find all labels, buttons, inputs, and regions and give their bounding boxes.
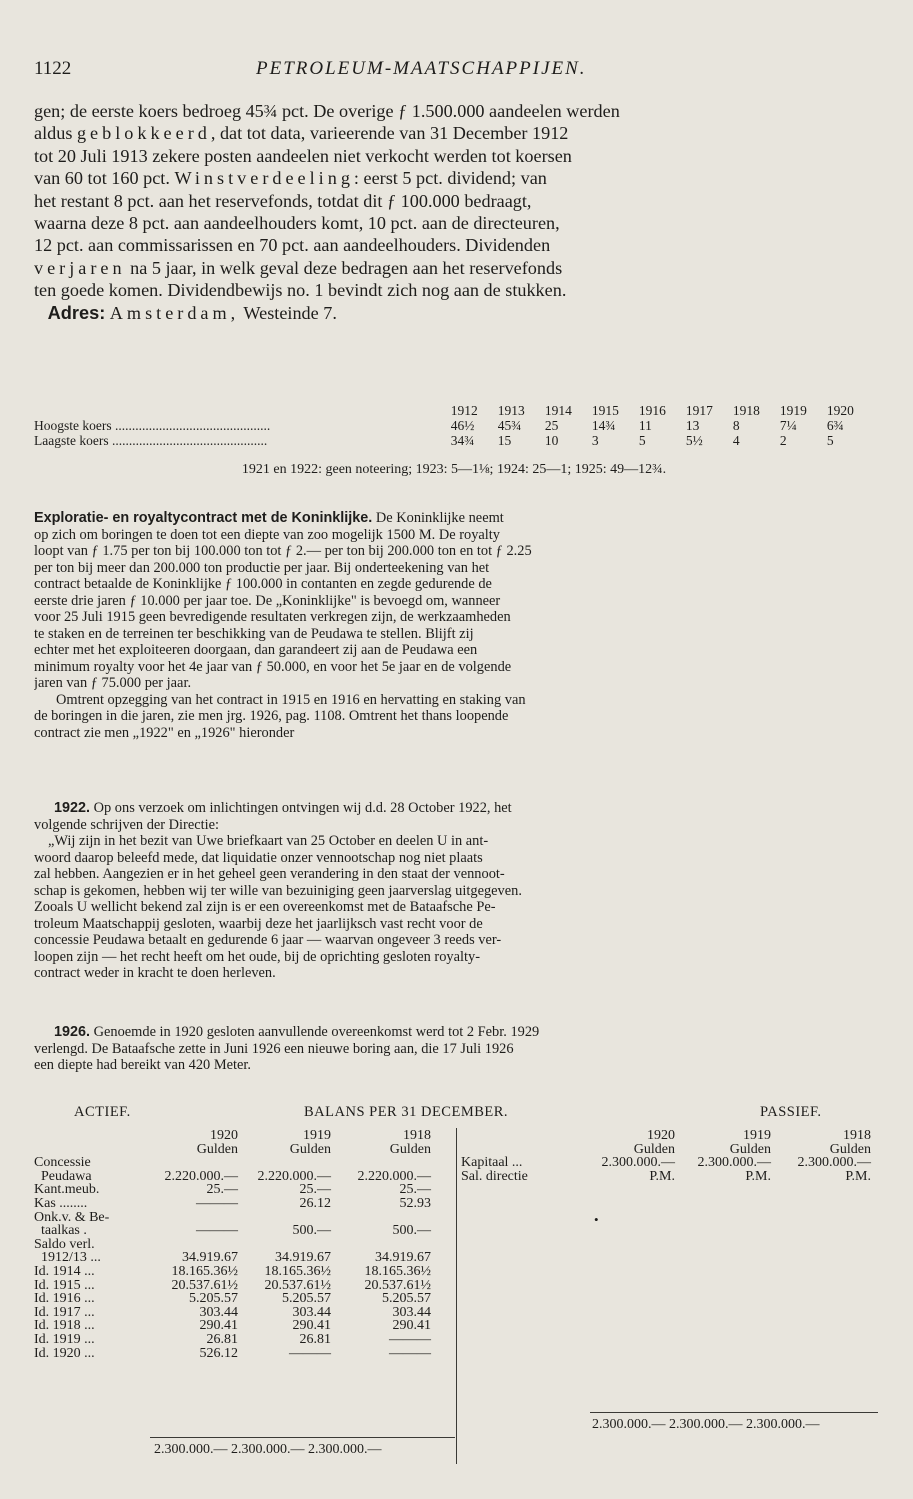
text-line: Zooals U wellicht bekend zal zijn is er een overeenkomst met de Bataafsche Pe-: [34, 899, 496, 915]
row-label: Hoogste koers: [34, 418, 112, 433]
text-line: eerste drie jaren ƒ 10.000 per jaar toe. De „Koninklijke" is bevoegd om, wanneer: [34, 592, 501, 609]
spaced-term: Winstverdeeling: [174, 168, 354, 189]
text-line: jaren van ƒ 75.000 per jaar.: [34, 675, 192, 691]
table-row: Kas ........ ——— 26.12 52.93: [34, 1195, 431, 1211]
text-line: concessie Peudawa betaalt en gedurende 6 jaar — waarvan ongeveer 3 reeds ver-: [34, 932, 502, 948]
column-divider: [456, 1128, 457, 1464]
address-label: Adres:: [47, 302, 106, 323]
text-line: aldus geblokkeerd, dat tot data, varieerende van 31 December 1912: [34, 123, 569, 144]
intro-paragraph: [34, 100, 874, 324]
text-line: Omtrent opzegging van het contract in 1915 en 1916 en hervatting en staking van: [56, 691, 526, 708]
year-cell: 1918: [732, 403, 760, 418]
year-cell: 1916: [638, 403, 666, 418]
spaced-term: geblokkeerd: [76, 123, 211, 144]
table-row: Id. 1917 ... 303.44 303.44 303.44: [34, 1304, 431, 1320]
table-row: Peudawa 2.220.000.— 2.220.000.— 2.220.000.—: [34, 1168, 431, 1184]
table-row: Concessie: [34, 1155, 91, 1171]
table-row: Kapitaal ... 2.300.000.— 2.300.000.— 2.300.000.—: [461, 1155, 871, 1171]
text-line: loopen zijn — het recht heeft om het oude, bij de oprichting gesloten royalty-: [34, 948, 480, 965]
text-line: 12 pct. aan commissarissen en 70 pct. aan aandeelhouders. Dividenden: [34, 235, 551, 256]
text-line: waarna deze 8 pct. aan aandeelhouders komt, 10 pct. aan de directeuren,: [34, 213, 560, 234]
text-line: zal hebben. Aangezien er in het geheel geen verandering in den staat der vennoot-: [34, 866, 505, 882]
year-heading: 1922.: [54, 800, 91, 816]
year-cell: 1915: [591, 403, 619, 418]
koers-table: [34, 403, 874, 448]
koers-year-row: [34, 403, 874, 418]
exploratie-paragraph: Exploratie- en royaltycontract met de Koninklijke. De Koninklijke neemt op zich om boringen te doen tot een diepte van zoo mogelijk 1500 M. De royalty loopt van ƒ 1.75 per ton bij 100.000 ton tot ƒ 2.— per ton bij 200.000 ton en tot ƒ 2.25 per ton bij meer dan 200.000 ton productie per jaar. Bij onderteekening van het contract betaalde de Koninklijke ƒ 100.000 in contanten en zegde gedurende de eerste drie jaren ƒ 10.000 per jaar toe. De „Koninklijke" is bevoegd om, wanneer voor 25 Juli 1915 geen bevredigende resultaten verkregen zijn, de werkzaamheden te staken en de terreinen ter beschikking van de Peudawa te stellen. Blijft zij echter met het exploiteeren doorgaan, dan garandeert zij aan de Peudawa een minimum royalty voor het 4e jaar van ƒ 50.000, en voor het 5e jaar en de volgende jaren van ƒ 75.000 per jaar. Omtrent opzegging van het contract in 1915 en 1916 en hervatting en staking van de boringen in die jaren, zie men jrg. 1926, pag. 1108. Omtrent het thans loopende contract zie men „1922" en „1926" hieronder: [34, 510, 874, 741]
table-row: Id. 1915 ... 20.537.61½ 20.537.61½ 20.537.61½: [34, 1277, 431, 1293]
text-line: het restant 8 pct. aan het reservefonds, totdat dit ƒ 100.000 bedraagt,: [34, 190, 532, 211]
actief-label: ACTIEF.: [74, 1104, 131, 1120]
text-line: woord daarop beleefd mede, dat liquidatie onzer vennootschap nog niet plaats: [34, 849, 483, 866]
actief-total-rule: [150, 1437, 455, 1438]
passief-table: 1920 1919 1918 Gulden Gulden Gulden Kapitaal ... 2.300.000.— 2.300.000.— 2.300.000.— Sal. directie P.M. P.M. P.M.: [461, 1128, 871, 1184]
passief-total-rule: [590, 1412, 878, 1413]
section-1926: 1926. Genoemde in 1920 gesloten aanvullende overeenkomst werd tot 2 Febr. 1929 verlengd. De Bataafsche zette in Juni 1926 een nieuwe boring aan, die 17 Juli 1926 een diepte had bereikt van 420 Meter.: [34, 1024, 874, 1074]
table-row: Id. 1914 ... 18.165.36½ 18.165.36½ 18.165.36½: [34, 1263, 431, 1279]
text-line: per ton bij meer dan 200.000 ton productie per jaar. Bij onderteekening van het: [34, 559, 490, 576]
year-cell: 1917: [685, 403, 713, 418]
text-line: contract betaalde de Koninklijke ƒ 100.000 in contanten en zegde gedurende de: [34, 576, 492, 592]
text-line: op zich om boringen te doen tot een diepte van zoo mogelijk 1500 M. De royalty: [34, 526, 500, 543]
balance-header: [34, 1104, 874, 1122]
page-header: [34, 58, 873, 84]
table-row: 1912/13 ... 34.919.67 34.919.67 34.919.67: [34, 1250, 431, 1266]
actief-totals: 2.300.000.— 2.300.000.— 2.300.000.—: [154, 1442, 382, 1457]
text-line: tot 20 Juli 1913 zekere posten aandeelen niet verkocht werden tot koersen: [34, 145, 572, 166]
table-row: Id. 1920 ... 526.12 ——— ———: [34, 1345, 431, 1361]
year-cell: 1914: [544, 403, 572, 418]
text-line: contract weder in kracht te doen herleven.: [34, 965, 276, 981]
stray-mark: •: [594, 1212, 599, 1227]
text-line: van 60 tot 160 pct. Winstverdeeling: eerst 5 pct. dividend; van: [34, 168, 547, 189]
year-cell: 1912: [450, 403, 478, 418]
balance-title: BALANS PER 31 DECEMBER.: [304, 1104, 509, 1120]
text-line: verlengd. De Bataafsche zette in Juni 1926 een nieuwe boring aan, die 17 Juli 1926: [34, 1040, 514, 1057]
text-line: schap is gekomen, hebben wij ter wille van bezuiniging geen jaarverslag uitgegeven.: [34, 882, 522, 899]
address-city: Amsterdam,: [109, 302, 240, 323]
year-heading: 1926.: [54, 1024, 91, 1040]
address-street: Westeinde 7.: [243, 302, 337, 323]
text-line: de boringen in die jaren, zie men jrg. 1926, pag. 1108. Omtrent het thans loopende: [34, 708, 509, 724]
table-row: Kant.meub. 25.— 25.— 25.—: [34, 1182, 431, 1198]
table-row: Id. 1916 ... 5.205.57 5.205.57 5.205.57: [34, 1291, 431, 1307]
year-cell: 1919: [779, 403, 807, 418]
row-label: Laagste koers: [34, 433, 109, 448]
text-line: minimum royalty voor het 4e jaar van ƒ 50.000, en voor het 5e jaar en de volgende: [34, 658, 512, 675]
text-line: contract zie men „1922" en „1926" hieronder: [34, 724, 295, 741]
section-heading: Exploratie- en royaltycontract met de Koninklijke.: [34, 510, 373, 526]
year-cell: 1913: [497, 403, 525, 418]
year-cell: 1920: [826, 403, 854, 418]
text-line: gen; de eerste koers bedroeg 45¾ pct. De overige ƒ 1.500.000 aandeelen werden: [34, 101, 620, 121]
actief-table: 1920 1919 1918 Gulden Gulden Gulden Concessie Peudawa 2.220.000.— 2.220.000.— 2.220.000.— Kant.meub. 25.— 25.— 25.— Kas ........ ——— 26.12 52.93 Onk.v. & Be- taalkas . ——— 500.— 500.— Saldo verl. 1912/13 ... 34.919.67 34.919.67 34.919.67 Id. 1914 ... 18.165.36½ 18.165.36½ 18.165.36½ Id. 1915 ... 20.537.61½ 20.537.61½ 20.537.61½ Id. 1916 ... 5.205.57 5.205.57 5.205.57 Id. 1917 ... 303.44 303.44 303.44 Id. 1918 ... 290.41 290.41 290.41 Id. 1919 ... 26.81 26.81 ——— Id. 1920 ... 526.12 ——— ———: [34, 1128, 431, 1361]
koers-note: 1921 en 1922: geen noteering; 1923: 5—1⅛; 1924: 25—1; 1925: 49—12¾.: [241, 462, 667, 477]
koers-row: Hoogste koers .............................................. 46½ 45¾ 25 14¾ 11 13 8 7¼ 6¾: [34, 418, 844, 433]
text-line: volgende schrijven der Directie:: [34, 816, 220, 833]
text-line: verjaren na 5 jaar, in welk geval deze bedragen aan het reservefonds: [34, 257, 563, 278]
table-row: Id. 1918 ... 290.41 290.41 290.41: [34, 1318, 431, 1334]
text-line: echter met het exploiteeren doorgaan, dan garandeert zij aan de Peudawa een: [34, 642, 478, 658]
page-number: 1122: [34, 58, 72, 79]
text-line: „Wij zijn in het bezit van Uwe briefkaart van 25 October en deelen U in ant-: [48, 833, 489, 849]
table-row: Id. 1919 ... 26.81 26.81 ———: [34, 1331, 431, 1347]
table-row: taalkas . ——— 500.— 500.—: [34, 1223, 431, 1239]
address-line: [34, 302, 874, 324]
passief-totals: 2.300.000.— 2.300.000.— 2.300.000.—: [592, 1417, 820, 1432]
section-1922: 1922. Op ons verzoek om inlichtingen ontvingen wij d.d. 28 October 1922, het volgende schrijven der Directie: „Wij zijn in het bezit van Uwe briefkaart van 25 October en deelen U in ant- woord daarop beleefd mede, dat liquidatie onzer vennootschap nog niet plaats zal hebben. Aangezien er in het geheel geen verandering in den staat der vennoot- schap is gekomen, hebben wij ter wille van bezuiniging geen jaarverslag uitgegeven. Zooals U wellicht bekend zal zijn is er een overeenkomst met de Bataafsche Pe- troleum Maatschappij gesloten, waarbij deze het jaarlijksch vast recht voor de concessie Peudawa betaalt en gedurende 6 jaar — waarvan ongeveer 3 reeds ver- loopen zijn — het recht heeft om het oude, bij de oprichting gesloten royalty- contract weder in kracht te doen herleven.: [34, 800, 874, 982]
koers-row: Laagste koers .............................................. 34¾ 15 10 3 5 5½ 4 2 5: [34, 433, 834, 448]
table-row: Onk.v. & Be-: [34, 1209, 110, 1225]
text-line: te staken en de terreinen ter beschikking van de Peudawa te stellen. Blijft zij: [34, 625, 474, 642]
spaced-term: verjaren: [34, 257, 126, 278]
text-line: voor 25 Juli 1915 geen bevredigende resultaten verkregen zijn, de werkzaamheden: [34, 609, 511, 625]
text-line: een diepte had bereikt van 420 Meter.: [34, 1057, 251, 1073]
running-title: PETROLEUM-MAATSCHAPPIJEN.: [256, 58, 587, 79]
text-line: loopt van ƒ 1.75 per ton bij 100.000 ton tot ƒ 2.— per ton bij 200.000 ton en tot ƒ 2.25: [34, 543, 532, 559]
table-row: Saldo verl.: [34, 1236, 95, 1252]
text-line: troleum Maatschappij gesloten, waarbij deze het jaarlijksch vast recht voor de: [34, 915, 483, 932]
table-row: Sal. directie P.M. P.M. P.M.: [461, 1168, 871, 1184]
text-line: ten goede komen. Dividendbewijs no. 1 bevindt zich nog aan de stukken.: [34, 280, 567, 301]
passief-label: PASSIEF.: [760, 1104, 822, 1120]
